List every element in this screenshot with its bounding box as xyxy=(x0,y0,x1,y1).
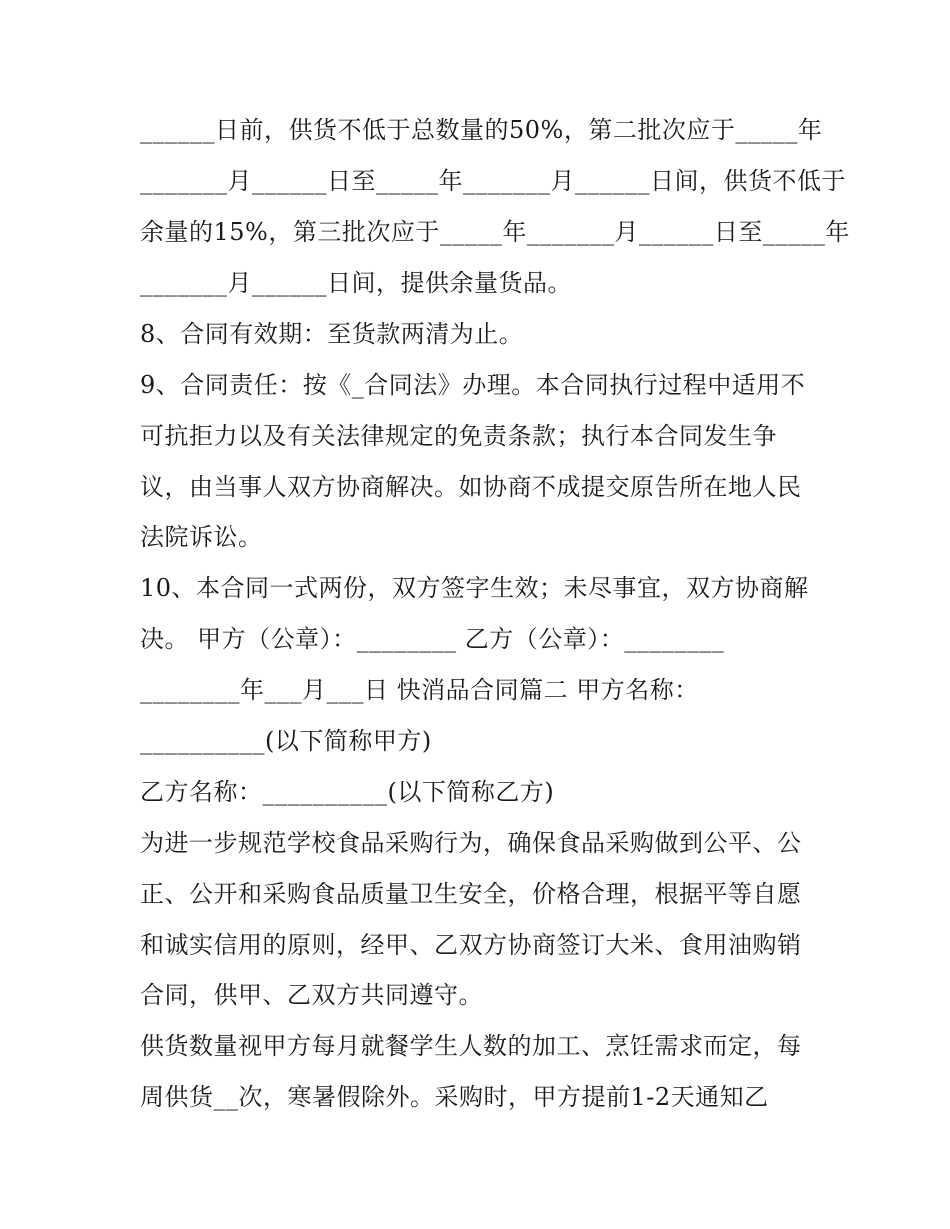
text-line: 为进一步规范学校食品采购行为，确保食品采购做到公平、公 xyxy=(140,829,802,857)
text-line: 法院诉讼。 xyxy=(140,523,263,551)
text-line: 议，由当事人双方协商解决。如协商不成提交原告所在地人民 xyxy=(140,473,802,501)
text-line: _______月______日至_____年_______月______日间，供货不低于 xyxy=(140,167,846,195)
text-line: 可抗拒力以及有关法律规定的免责条款；执行本合同发生争 xyxy=(140,422,777,450)
clause-10: 10、本合同一式两份，双方签字生效；未尽事宜，双方协商解 xyxy=(140,574,809,602)
party-b-name: 乙方名称：__________(以下简称乙方) xyxy=(140,778,555,806)
party-a-name: __________(以下简称甲方) xyxy=(140,727,432,755)
text-line: 正、公开和采购食品质量卫生安全，价格合理，根据平等自愿 xyxy=(140,880,802,908)
text-line: ______日前，供货不低于总数量的50%，第二批次应于_____年 xyxy=(140,116,823,144)
text-line: 周供货__次，寒暑假除外。采购时，甲方提前1-2天通知乙 xyxy=(140,1083,769,1111)
text-line: 和诚实信用的原则，经甲、乙双方协商签订大米、食用油购销 xyxy=(140,931,802,959)
signature-line: 决。 甲方（公章）：________ 乙方（公章）：________ xyxy=(140,625,725,653)
text-line: _______月______日间，提供余量货品。 xyxy=(140,269,572,297)
clause-9: 9、合同责任：按《_合同法》办理。本合同执行过程中适用不 xyxy=(140,371,806,399)
date-and-section-title: ________年___月___日 快消品合同篇二 甲方名称： xyxy=(140,676,699,704)
text-line: 余量的15%，第三批次应于_____年_______月______日至_____年 xyxy=(140,218,850,246)
clause-8: 8、合同有效期：至货款两清为止。 xyxy=(140,320,524,348)
text-line: 供货数量视甲方每月就餐学生人数的加工、烹饪需求而定，每 xyxy=(140,1032,802,1060)
text-line: 合同，供甲、乙双方共同遵守。 xyxy=(140,981,483,1009)
